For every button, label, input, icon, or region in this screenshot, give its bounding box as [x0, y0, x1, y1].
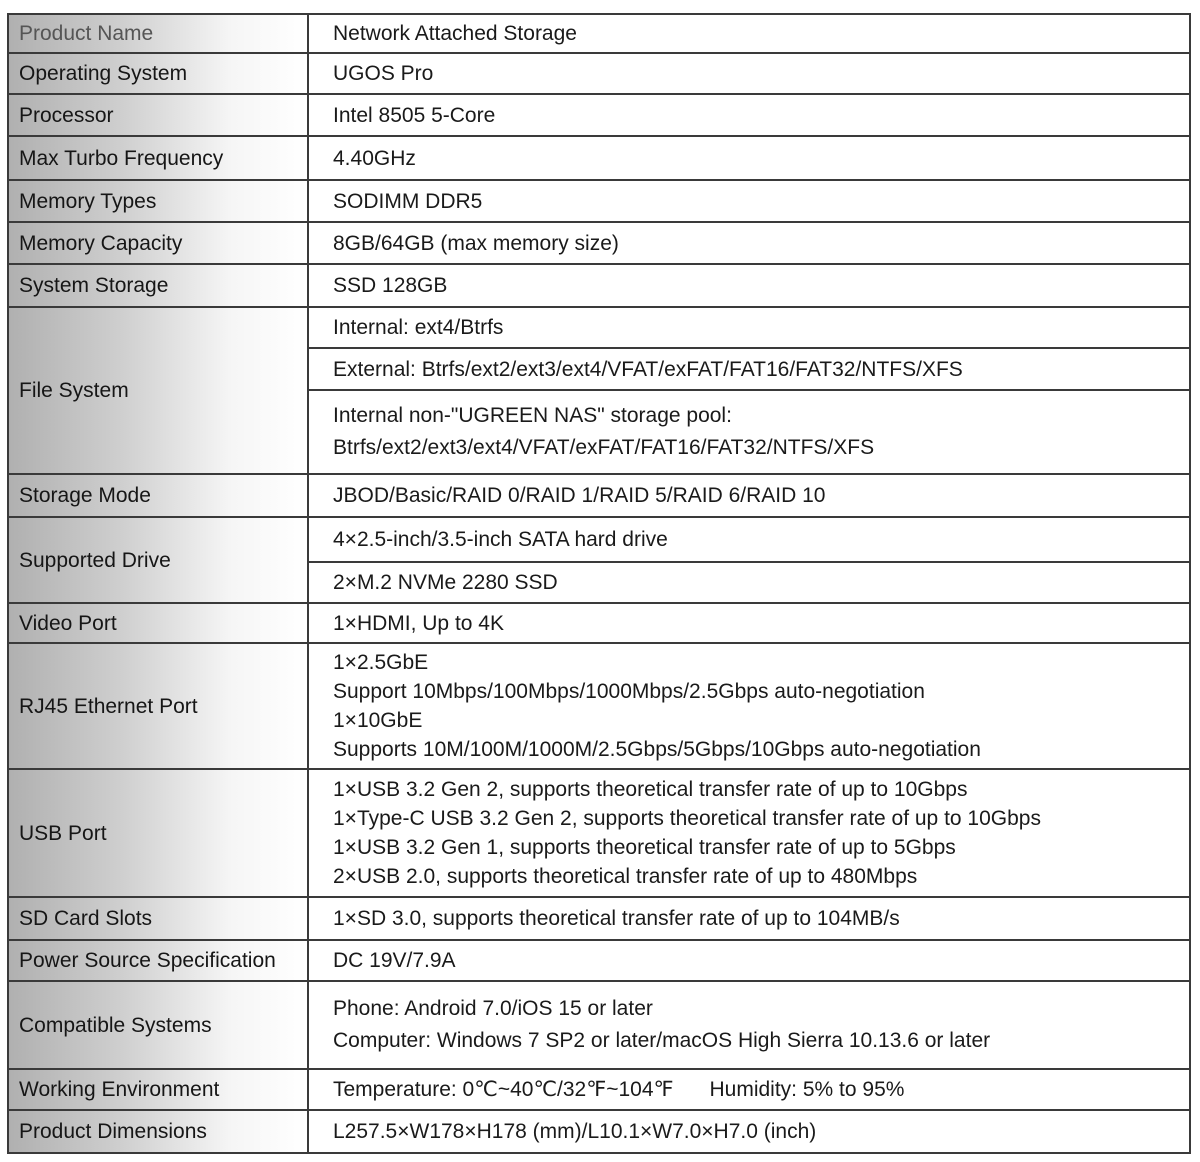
- row-operating-system: [8, 53, 1190, 94]
- compatible-systems-value: [308, 981, 1190, 1069]
- row-usb-port: [8, 769, 1190, 897]
- spec-table: [7, 13, 1191, 1154]
- supported-drive-hdd: 4×2.5-inch/3.5-inch SATA hard drive: [308, 517, 1190, 562]
- row-video-port: [8, 603, 1190, 643]
- file-system-internal: Internal: ext4/Btrfs: [308, 307, 1190, 348]
- file-system-pool-line-2: Btrfs/ext2/ext3/ext4/VFAT/exFAT/FAT16/FAT32/NTFS/XFS: [333, 436, 875, 459]
- memory-capacity-label: Memory Capacity: [8, 222, 308, 264]
- row-supported-drive-hdd: [8, 517, 1190, 562]
- working-environment-value: [308, 1069, 1190, 1110]
- usb-line-2: 1×Type-C USB 3.2 Gen 2, supports theoretical transfer rate of up to 10Gbps: [333, 807, 1041, 830]
- ethernet-line-1: 1×2.5GbE: [333, 651, 429, 674]
- storage-mode-label: Storage Mode: [8, 474, 308, 517]
- row-product-dimensions: [8, 1110, 1190, 1153]
- file-system-external: External: Btrfs/ext2/ext3/ext4/VFAT/exFAT/FAT16/FAT32/NTFS/XFS: [308, 348, 1190, 390]
- row-memory-types: [8, 180, 1190, 222]
- max-turbo-frequency-value: 4.40GHz: [308, 136, 1190, 180]
- ethernet-line-3: 1×10GbE: [333, 709, 423, 732]
- supported-drive-ssd: 2×M.2 NVMe 2280 SSD: [308, 562, 1190, 603]
- ethernet-line-4: Supports 10M/100M/1000M/2.5Gbps/5Gbps/10Gbps auto-negotiation: [333, 738, 981, 761]
- ethernet-port-label: RJ45 Ethernet Port: [8, 643, 308, 769]
- row-compatible-systems: [8, 981, 1190, 1069]
- row-ethernet-port: [8, 643, 1190, 769]
- ethernet-line-2: Support 10Mbps/100Mbps/1000Mbps/2.5Gbps auto-negotiation: [333, 680, 925, 703]
- compatible-phone: Phone: Android 7.0/iOS 15 or later: [333, 997, 653, 1020]
- system-storage-label: System Storage: [8, 264, 308, 307]
- row-sd-card-slots: [8, 897, 1190, 940]
- working-environment-label: Working Environment: [8, 1069, 308, 1110]
- ethernet-port-value: [308, 643, 1190, 769]
- row-file-system-internal: [8, 307, 1190, 348]
- memory-types-label: Memory Types: [8, 180, 308, 222]
- memory-capacity-value: 8GB/64GB (max memory size): [308, 222, 1190, 264]
- row-product-name: [8, 14, 1190, 53]
- row-storage-mode: [8, 474, 1190, 517]
- usb-port-value: [308, 769, 1190, 897]
- product-name-value: Network Attached Storage: [308, 14, 1190, 53]
- video-port-value: 1×HDMI, Up to 4K: [308, 603, 1190, 643]
- working-humidity: Humidity: 5% to 95%: [709, 1078, 905, 1101]
- processor-value: Intel 8505 5-Core: [308, 94, 1190, 136]
- processor-label: Processor: [8, 94, 308, 136]
- usb-line-3: 1×USB 3.2 Gen 1, supports theoretical transfer rate of up to 5Gbps: [333, 836, 956, 859]
- usb-line-4: 2×USB 2.0, supports theoretical transfer rate of up to 480Mbps: [333, 865, 918, 888]
- compatible-computer: Computer: Windows 7 SP2 or later/macOS High Sierra 10.13.6 or later: [333, 1029, 991, 1052]
- memory-types-value: SODIMM DDR5: [308, 180, 1190, 222]
- product-name-label: Product Name: [8, 14, 308, 53]
- product-dimensions-label: Product Dimensions: [8, 1110, 308, 1153]
- file-system-label: File System: [8, 307, 308, 474]
- usb-port-label: USB Port: [8, 769, 308, 897]
- usb-line-1: 1×USB 3.2 Gen 2, supports theoretical transfer rate of up to 10Gbps: [333, 778, 968, 801]
- row-working-environment: [8, 1069, 1190, 1110]
- max-turbo-frequency-label: Max Turbo Frequency: [8, 136, 308, 180]
- supported-drive-label: Supported Drive: [8, 517, 308, 603]
- row-power-source: [8, 940, 1190, 981]
- sd-card-slots-value: 1×SD 3.0, supports theoretical transfer rate of up to 104MB/s: [308, 897, 1190, 940]
- storage-mode-value: JBOD/Basic/RAID 0/RAID 1/RAID 5/RAID 6/RAID 10: [308, 474, 1190, 517]
- compatible-systems-label: Compatible Systems: [8, 981, 308, 1069]
- sd-card-slots-label: SD Card Slots: [8, 897, 308, 940]
- system-storage-value: SSD 128GB: [308, 264, 1190, 307]
- file-system-pool: [308, 390, 1190, 474]
- power-source-value: DC 19V/7.9A: [308, 940, 1190, 981]
- row-max-turbo-frequency: [8, 136, 1190, 180]
- product-dimensions-value: L257.5×W178×H178 (mm)/L10.1×W7.0×H7.0 (inch): [308, 1110, 1190, 1153]
- operating-system-value: UGOS Pro: [308, 53, 1190, 94]
- working-temperature: Temperature: 0℃~40℃/32℉~104℉: [333, 1078, 674, 1101]
- file-system-pool-line-1: Internal non-"UGREEN NAS" storage pool:: [333, 404, 732, 427]
- row-memory-capacity: [8, 222, 1190, 264]
- operating-system-label: Operating System: [8, 53, 308, 94]
- row-system-storage: [8, 264, 1190, 307]
- video-port-label: Video Port: [8, 603, 308, 643]
- row-processor: [8, 94, 1190, 136]
- power-source-label: Power Source Specification: [8, 940, 308, 981]
